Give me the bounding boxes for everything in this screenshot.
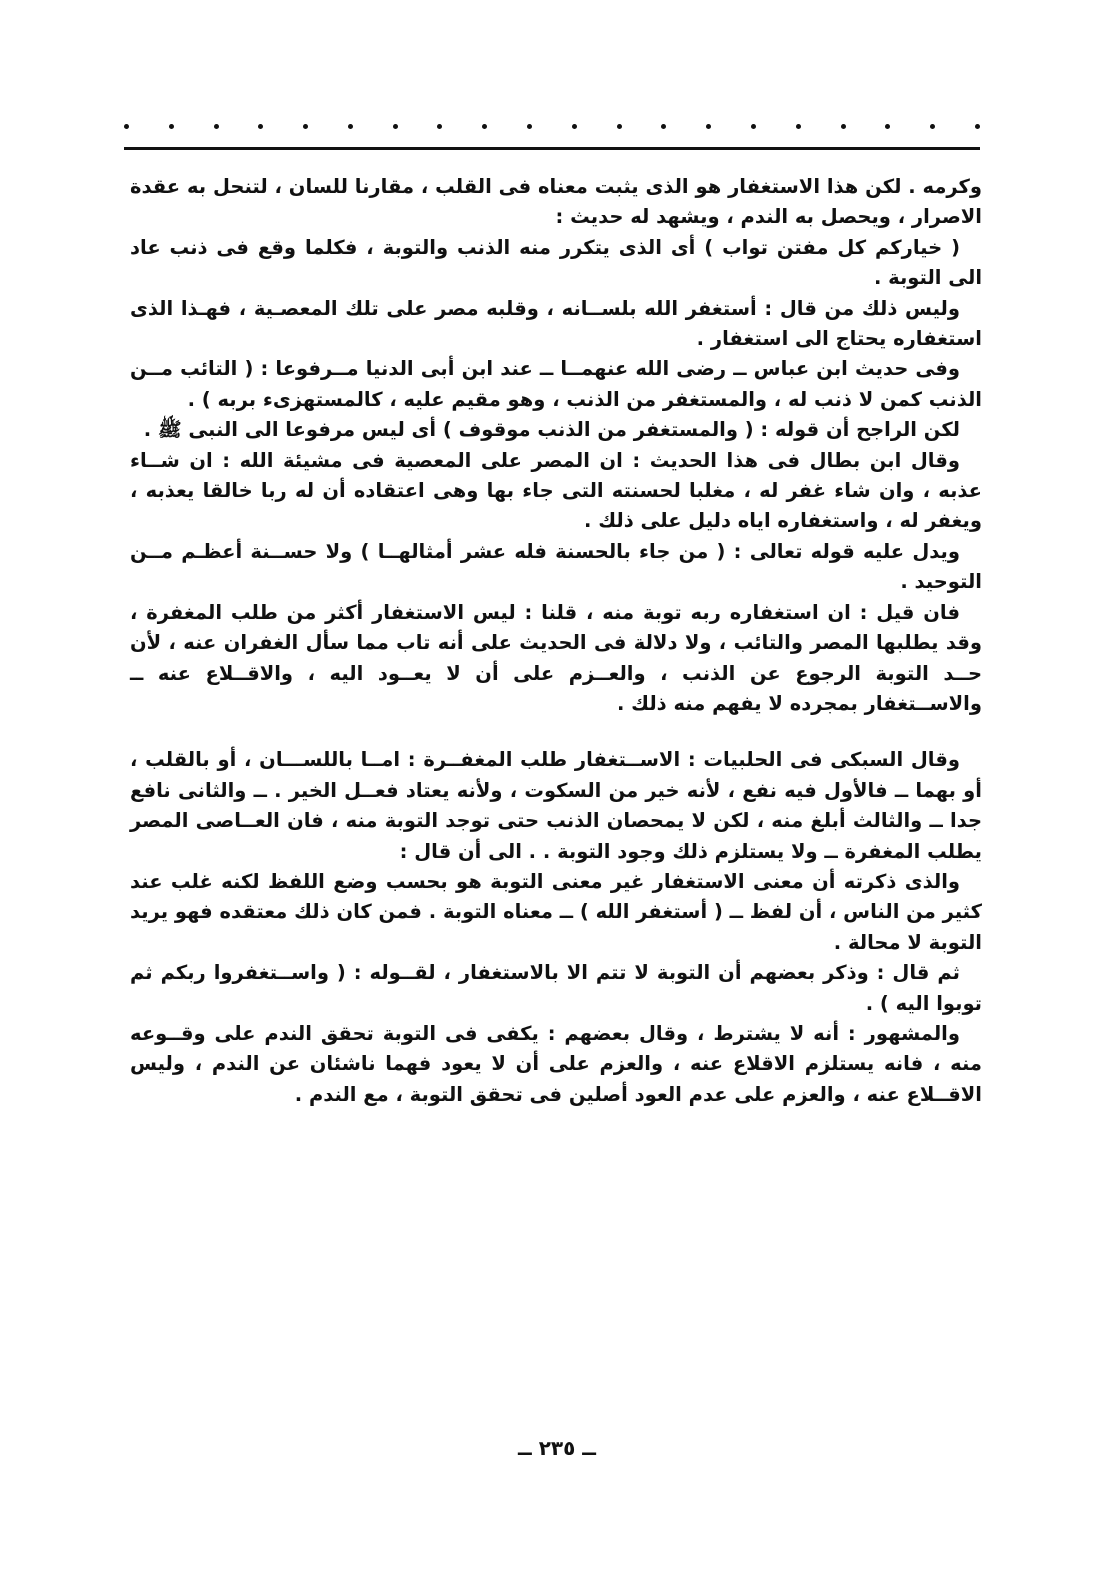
ornament-dot [841,124,846,129]
ornament-dot [617,124,622,129]
ornament-dot [572,124,577,129]
paragraph: وقال السبكى فى الحلبيات : الاســتغفار طلب المغفــرة : امــا باللســـان ، أو بالقلب ، أو بهما ــ فالأول فيه نفع ، لأنه خير من السكوت ، ولأنه يعتاد فعــل الخير . ــ والثانى نافع جدا ــ والثالث أبلغ منه ، لكن لا يمحصان الذنب حتى توجد التوبة منه ، فان العــاصى المصر يطلب المغفرة ــ ولا يستلزم ذلك وجود التوبة . . الى أن قال : [130,748,982,863]
paragraph: ثم قال : وذكر بعضهم أن التوبة لا تتم الا بالاستغفار ، لقــوله : ( واســتغفروا ربكم ثم توبوا اليه ) . [130,961,982,1015]
header-rule [124,147,980,150]
ornament-dot [706,124,711,129]
paragraph: ويدل عليه قوله تعالى : ( من جاء بالحسنة فله عشر أمثالهــا ) ولا حســنة أعظـم مــن التوحيد . [130,539,982,594]
paragraph: وفى حديث ابن عباس ــ رضى الله عنهمــا ــ عند ابن أبى الدنيا مــرفوعا : ( التائب مــن الذنب كمن لا ذنب له ، والمستغفر من الذنب ، وهو مقيم عليه ، كالمستهزىء بربه ) . [130,357,982,411]
page-number: ــ ٢٣٥ ــ [518,1436,596,1460]
paragraph: وقال ابن بطال فى هذا الحديث : ان المصر على المعصية فى مشيئة الله : ان شــاء عذبه ، وان شاء غفر له ، مغلبا لحسنته التى جاء بها وهى اعتقاده أن له ربا خالقا يعذبه ، ويغفر له ، واستغفاره اياه دليل على ذلك . [130,448,982,533]
paragraph: ( خياركم كل مفتن تواب ) أى الذى يتكرر منه الذنب والتوبة ، فكلما وقع فى ذنب عاد الى التوبة . [130,235,982,290]
ornament-dot [437,124,442,129]
ornament-dot [214,124,219,129]
ornament-dot [393,124,398,129]
paragraph: وليس ذلك من قال : أستغفر الله بلســانه ، وقلبه مصر على تلك المعصـية ، فهـذا الذى استغفاره يحتاج الى استغفار . [130,296,982,351]
paragraph: وكرمه . لكن هذا الاستغفار هو الذى يثبت معناه فى القلب ، مقارنا للسان ، لتنحل به عقدة الاصرار ، ويحصل به الندم ، ويشهد له حديث : [130,175,982,229]
ornament-dot [124,124,129,129]
paragraph: فان قيل : ان استغفاره ربه توبة منه ، قلنا : ليس الاستغفار أكثر من طلب المغفرة ، وقد يطلبها المصر والتائب ، ولا دلالة فى الحديث على أنه تاب مما سأل الغفران عنه ، لأن حــد التوبة الرجوع عن الذنب ، والعــزم على أن لا يعــود اليه ، والاقــلاع عنه ــ والاســتغفار بمجرده لا يفهم منه ذلك . [130,600,982,715]
paragraph: والمشهور : أنه لا يشترط ، وقال بعضهم : يكفى فى التوبة تحقق الندم على وقــوعه منه ، فانه يستلزم الاقلاع عنه ، والعزم على أن لا يعود فهما ناشئان عن الندم ، وليس الاقــلاع عنه ، والعزم على عدم العود أصلين فى تحقق التوبة ، مع الندم . [130,1021,982,1106]
ornament-dot [303,124,308,129]
page-body [130,172,982,1110]
ornament-dot [527,124,532,129]
ornament-dot [975,124,980,129]
ornament-dot [348,124,353,129]
ornament-dot [482,124,487,129]
ornament-dot [930,124,935,129]
ornament-dot [796,124,801,129]
header-dot-ornament [124,118,980,134]
paragraph: والذى ذكرته أن معنى الاستغفار غير معنى التوبة هو بحسب وضع اللفظ لكنه غلب عند كثير من الناس ، أن لفظ ــ ( أستغفر الله ) ــ معناه التوبة . فمن كان ذلك معتقده فهو يريد التوبة لا محالة . [130,869,982,954]
ornament-dot [885,124,890,129]
ornament-dot [661,124,666,129]
ornament-dot [258,124,263,129]
paragraph: لكن الراجح أن قوله : ( والمستغفر من الذنب موقوف ) أى ليس مرفوعا الى النبى ﷺ . [143,418,960,442]
ornament-dot [169,124,174,129]
ornament-dot [751,124,756,129]
